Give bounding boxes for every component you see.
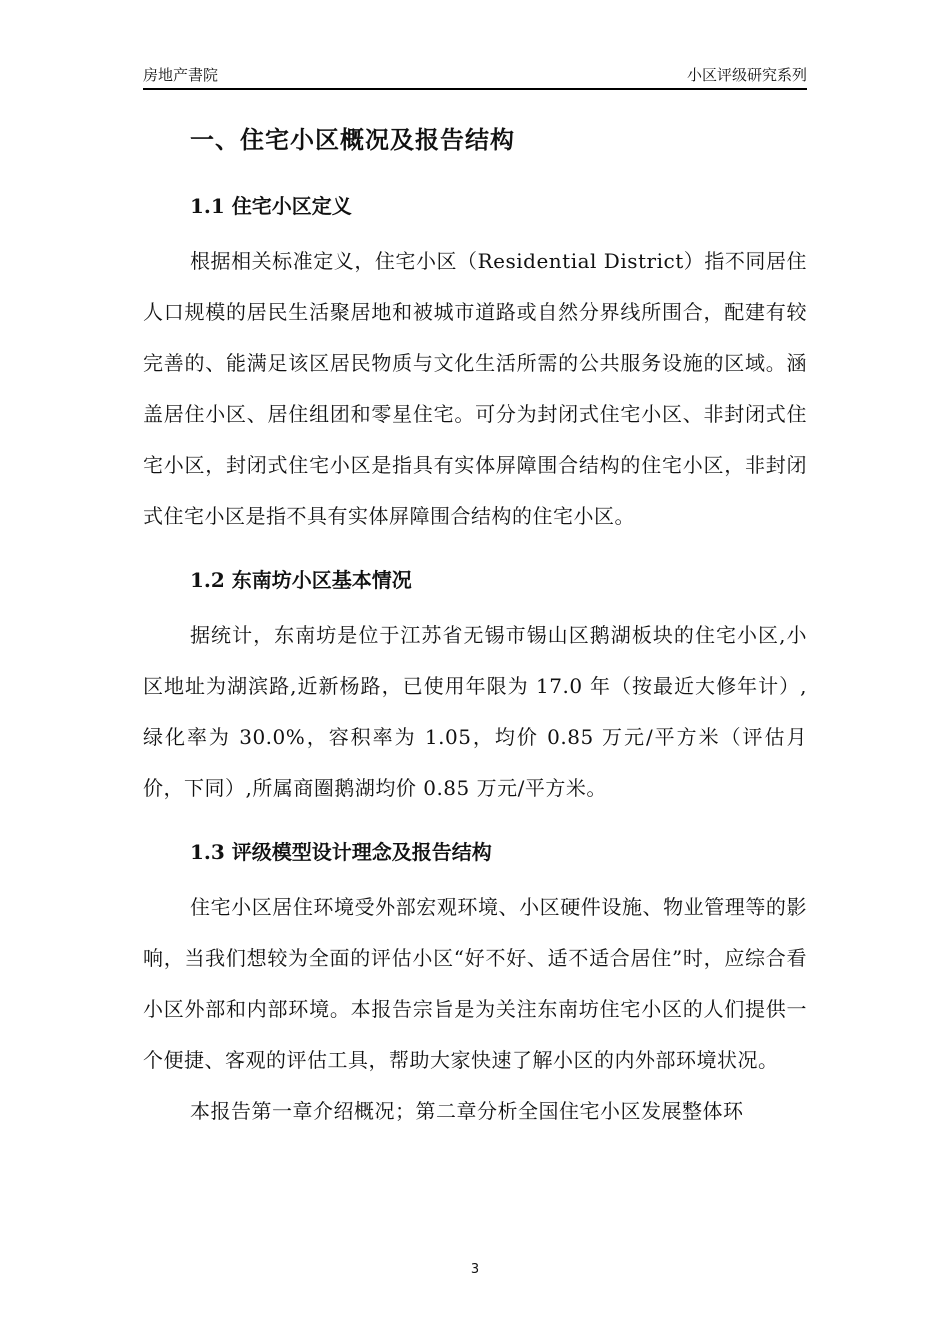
- header-publisher: 房地产書院: [143, 66, 219, 84]
- page-content: [143, 112, 807, 1137]
- paragraph-basic-info: 据统计，东南坊是位于江苏省无锡市锡山区鹅湖板块的住宅小区,小区地址为湖滨路,近新杨路，已使用年限为 17.0 年（按最近大修年计）,绿化率为 30.0%，容积率为 1.05，均价 0.85 万元/平方米（评估月价，下同）,所属商圈鹅湖均价 0.85 万元/平方米。: [143, 623, 807, 800]
- section-heading-1-2: 1.2 东南坊小区基本情况: [190, 568, 412, 592]
- header-series-title: 小区评级研究系列: [686, 66, 807, 84]
- page-header: [143, 64, 807, 90]
- chapter-title: 一、住宅小区概况及报告结构: [190, 125, 515, 154]
- paragraph-report-structure: 本报告第一章介绍概况；第二章分析全国住宅小区发展整体环: [190, 1099, 744, 1123]
- paragraph-definition: 根据相关标准定义，住宅小区（Residential District）指不同居住人口规模的居民生活聚居地和被城市道路或自然分界线所围合，配建有较完善的、能满足该区居民物质与文化生活所需的公共服务设施的区域。涵盖居住小区、居住组团和零星住宅。可分为封闭式住宅小区、非封闭式住宅小区，封闭式住宅小区是指具有实体屏障围合结构的住宅小区，非封闭式住宅小区是指不具有实体屏障围合结构的住宅小区。: [143, 249, 807, 528]
- section-heading-1-3: 1.3 评级模型设计理念及报告结构: [190, 840, 492, 864]
- page-number: 3: [470, 1262, 480, 1277]
- section-heading-1-1: 1.1 住宅小区定义: [190, 194, 352, 218]
- paragraph-model-concept: 住宅小区居住环境受外部宏观环境、小区硬件设施、物业管理等的影响，当我们想较为全面的评估小区“好不好、适不适合居住”时，应综合看小区外部和内部环境。本报告宗旨是为关注东南坊住宅小区的人们提供一个便捷、客观的评估工具，帮助大家快速了解小区的内外部环境状况。: [143, 895, 807, 1072]
